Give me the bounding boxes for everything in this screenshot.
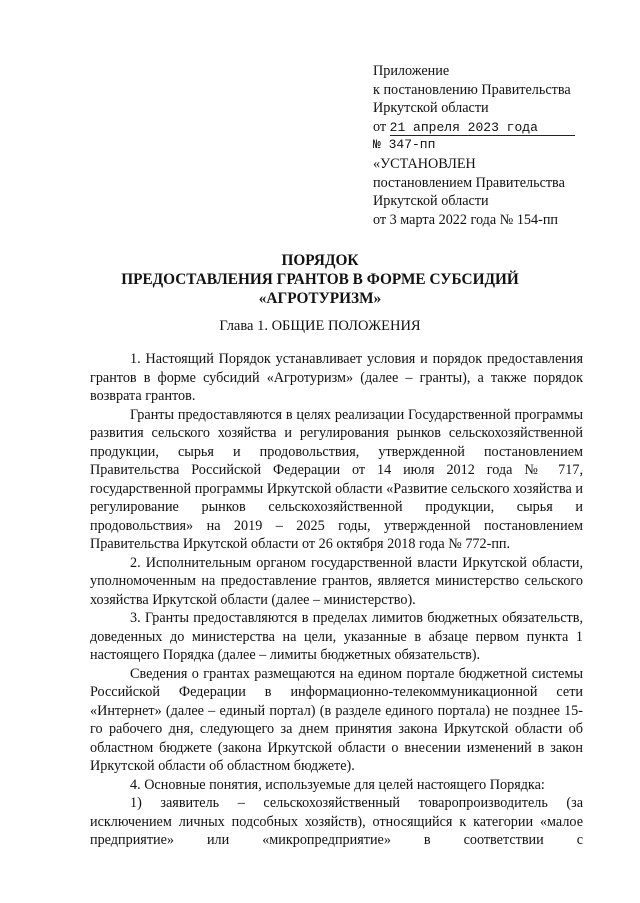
appendix-date-line (373, 118, 613, 137)
title-line-1: ПОРЯДОК (281, 252, 359, 269)
paragraph: Гранты предоставляются в целях реализации Государственной программы развития сельского хозяйства и регулирования рынков сельскохозяйственной продукции, сырья и продовольствия, утвержденной постановлением Правительства Российской Федерации от 14 июля 2012 года № 717, государственной программы Иркутской области «Развитие сельского хозяйства и регулирование рынков сельскохозяйственной продукции, сырья и продовольствия» на 2019 – 2025 годы, утвержденной постановлением Правительства Иркутской области от 26 октября 2018 года № 772-пп. (90, 406, 583, 552)
established-line-3: Иркутской области (373, 193, 489, 210)
paragraph: 3. Гранты предоставляются в пределах лимитов бюджетных обязательств, доведенных до министерства на цели, указанные в абзаце первом пункта 1 настоящего Порядка (далее – лимиты бюджетных обязательств). (90, 610, 583, 663)
appendix-line-3: Иркутской области (373, 100, 489, 117)
paragraph: 2. Исполнительным органом государственной власти Иркутской области, уполномоченным на предоставление грантов, является министерство сельского хозяйства Иркутской области (далее – министерство). (90, 554, 583, 608)
appendix-line-2: к постановлению Правительства (373, 81, 571, 98)
date-value: 21 апреля 2023 года (390, 120, 575, 136)
appendix-number: № 347-пп (373, 137, 436, 153)
paragraph: 1) заявитель – сельскохозяйственный товаропроизводитель (за исключением личных подсобных хозяйств), относящийся к категории «малое предприятие» или «микропредприятие» в соответствии с (90, 795, 583, 848)
paragraph: Сведения о грантах размещаются на едином портале бюджетной системы Российской Федерации в информационно-телекоммуникационной сети «Интернет» (далее – единый портал) (в разделе единого портала) не позднее 15-го рабочего дня, следующего за днем принятия закона Иркутской области об областном бюджете (закона Иркутской области о внесении изменений в закон Иркутской области об областном бюджете). (90, 665, 583, 774)
paragraph: 4. Основные понятия, используемые для целей настоящего Порядка: (130, 776, 545, 793)
established-date: от 3 марта 2022 года № 154-пп (373, 211, 559, 228)
chapter-heading: Глава 1. ОБЩИЕ ПОЛОЖЕНИЯ (219, 318, 421, 334)
paragraph: 1. Настоящий Порядок устанавливает условия и порядок предоставления грантов в форме субсидий «Агротуризм» (далее – гранты), а также порядок возврата грантов. (90, 351, 583, 404)
title-line-3: «АГРОТУРИЗМ» (258, 290, 382, 307)
appendix-label: Приложение (373, 63, 450, 79)
title-line-2: ПРЕДОСТАВЛЕНИЯ ГРАНТОВ В ФОРМЕ СУБСИДИЙ (121, 271, 519, 288)
document-body (90, 350, 583, 850)
established-line-2: постановлением Правительства (373, 174, 565, 191)
date-prefix: от (373, 118, 387, 135)
established-label: «УСТАНОВЛЕН (373, 155, 476, 172)
appendix-header (373, 62, 613, 229)
document-title (0, 251, 640, 308)
